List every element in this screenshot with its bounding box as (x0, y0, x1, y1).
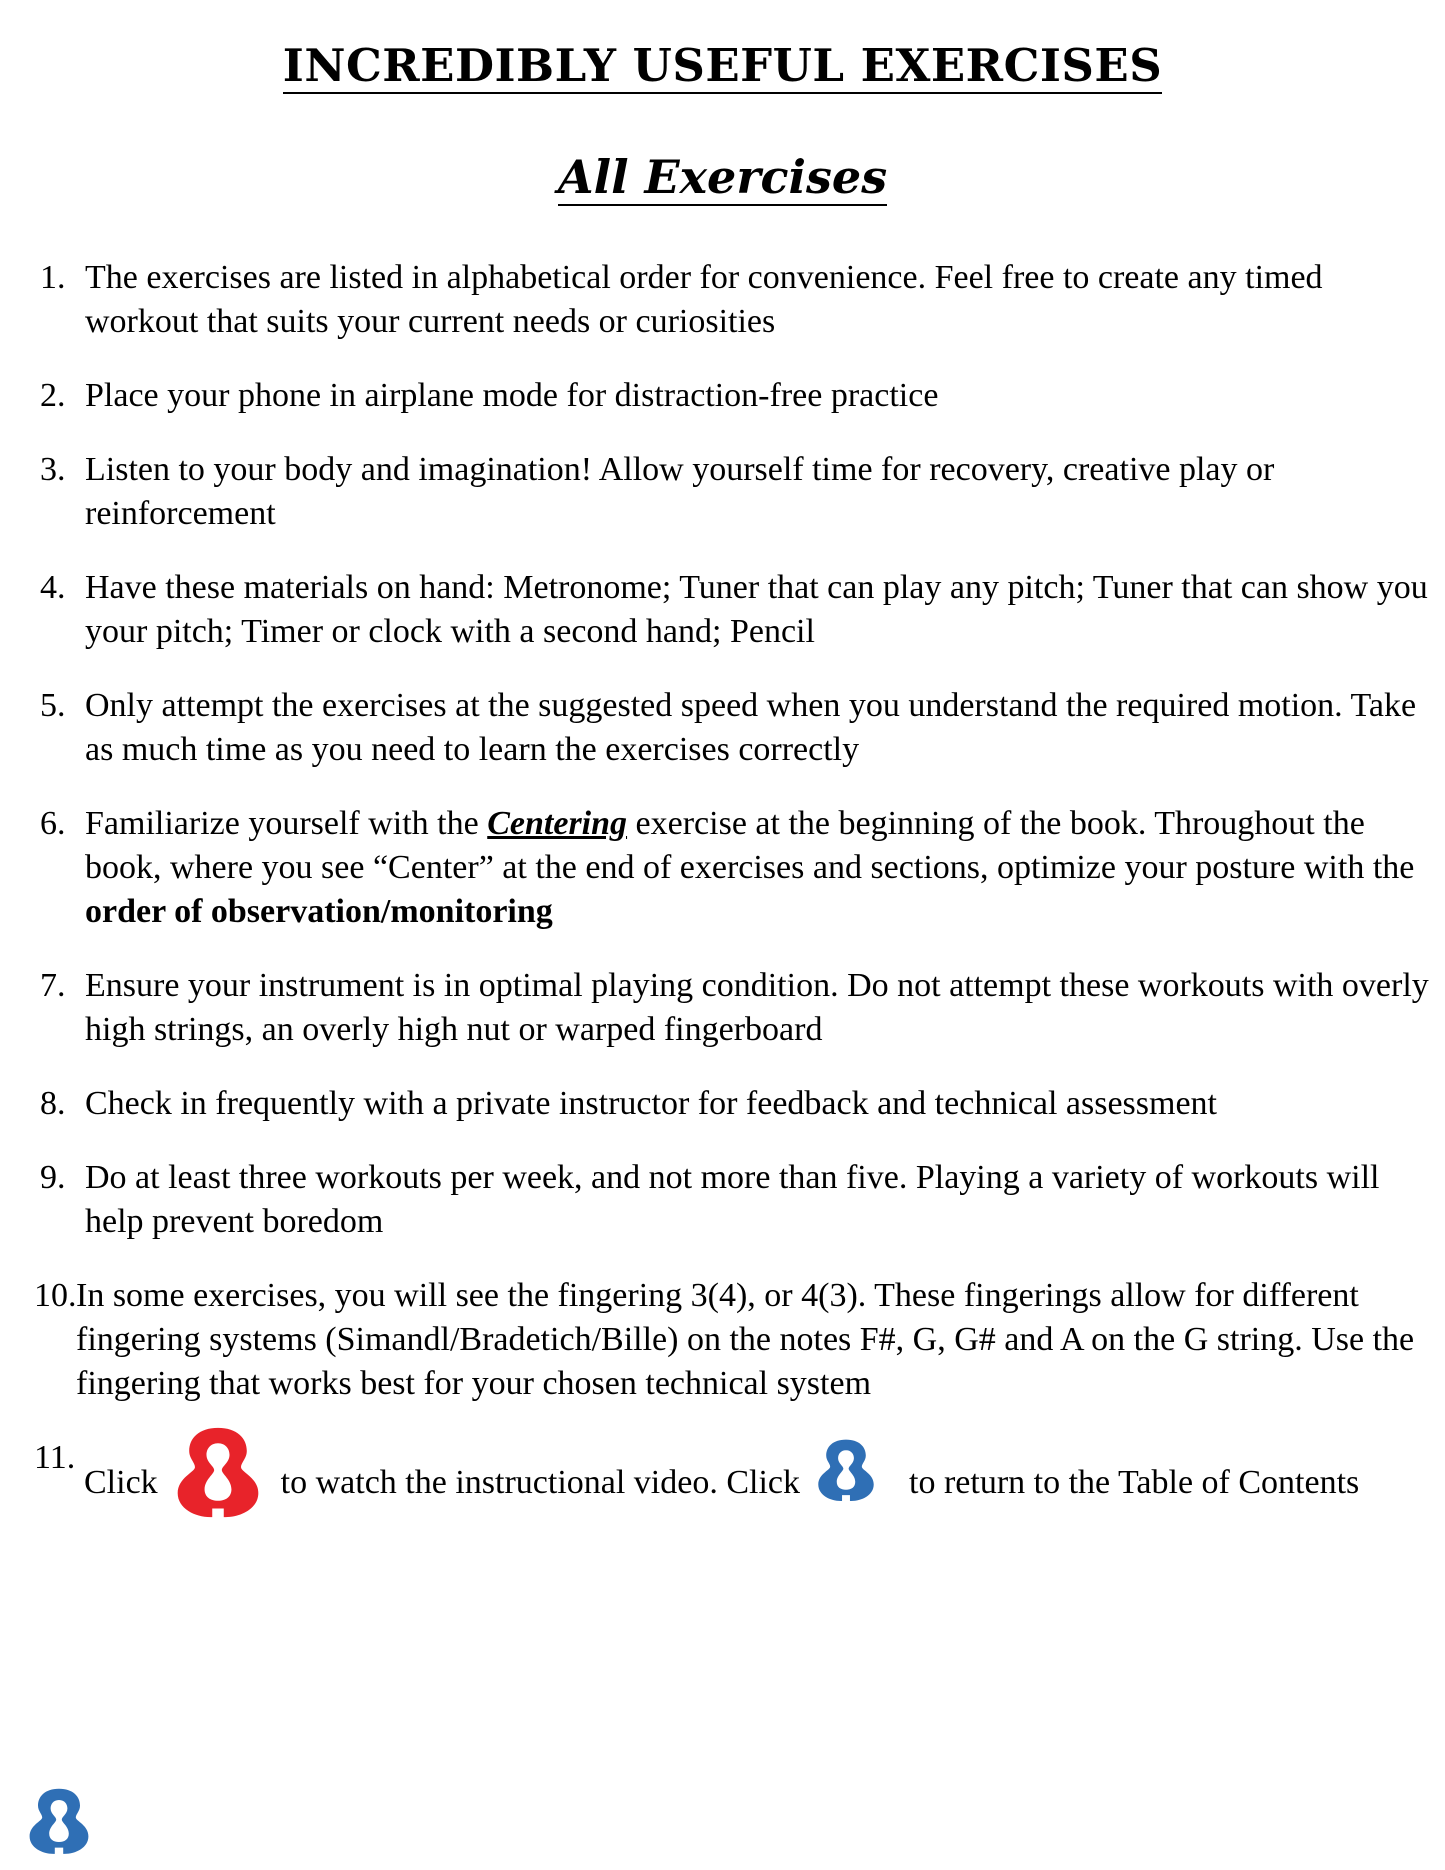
item-text: Listen to your body and imagination! Allow yourself time for recovery, creative play or reinforcement (85, 451, 1275, 532)
item-number: 2. (40, 377, 66, 414)
item-text: In some exercises, you will see the fingering 3(4), or 4(3). These fingerings allow for different fingering systems (Simandl/Bradetich/Bille) on the notes F#, G, G# and A on the G string. Use the fingering that works best for your chosen technical system (76, 1277, 1415, 1402)
page-subtitle (0, 145, 1445, 209)
item-text: The exercises are listed in alphabetical order for convenience. Feel free to create any timed workout that suits your current needs or curiosities (85, 259, 1323, 340)
list-item (40, 1156, 1430, 1244)
item-number: 8. (40, 1085, 66, 1122)
list-item (40, 964, 1430, 1052)
item-number: 6. (40, 805, 66, 842)
item-text: Have these materials on hand: Metronome; Tuner that can play any pitch; Tuner that can show you your pitch; Timer or clock with a second hand; Pencil (85, 569, 1428, 650)
item-text: Place your phone in airplane mode for distraction-free practice (85, 377, 939, 414)
item-text-part: Familiarize yourself with the (85, 805, 488, 842)
item-number: 7. (40, 967, 66, 1004)
item-text (84, 1430, 1424, 1540)
item-number: 4. (40, 569, 66, 606)
list-item (40, 256, 1430, 344)
list-item (34, 1430, 1424, 1540)
table-of-contents-icon[interactable] (24, 1782, 94, 1864)
item-text: Do at least three workouts per week, and not more than five. Playing a variety of workouts will help prevent boredom (85, 1159, 1380, 1240)
item-number: 11. (34, 1439, 76, 1476)
item-text-part: Click (84, 1463, 167, 1501)
list-item (40, 1082, 1430, 1126)
list-item (40, 448, 1430, 536)
item-number: 1. (40, 259, 66, 296)
list-item (40, 684, 1430, 772)
item-text-part: to return to the Table of Contents (900, 1463, 1360, 1501)
item-text-part: to watch the instructional video. Click (272, 1463, 809, 1501)
item-number: 3. (40, 451, 66, 488)
item-text: Ensure your instrument is in optimal playing condition. Do not attempt these workouts with overly high strings, an overly high nut or warped fingerboard (85, 967, 1429, 1048)
item-text-part: exercise at the beginning of the book. Throughout the book, where you see “Center” at the end of exercises and sections, optimize your posture with the (85, 805, 1415, 886)
list-item (40, 374, 1430, 418)
list-item (34, 1274, 1424, 1406)
page-subtitle-text: All Exercises (557, 150, 888, 204)
item-text: Only attempt the exercises at the suggested speed when you understand the required motion. Take as much time as you need to learn the exercises correctly (85, 687, 1417, 768)
page-title-text: INCREDIBLY USEFUL EXERCISES (282, 39, 1163, 92)
item-number: 10. (34, 1277, 77, 1314)
item-number: 9. (40, 1159, 66, 1196)
video-icon[interactable] (170, 1424, 266, 1534)
item-number: 5. (40, 687, 66, 724)
page-title (0, 34, 1445, 98)
list-item (40, 802, 1430, 934)
table-of-contents-icon[interactable] (813, 1432, 879, 1522)
item-text (85, 802, 1430, 934)
item-text: Check in frequently with a private instructor for feedback and technical assessment (85, 1085, 1217, 1122)
centering-link[interactable]: Centering (487, 805, 628, 842)
order-of-observation-text: order of observation/monitoring (85, 893, 553, 930)
list-item (40, 566, 1430, 654)
